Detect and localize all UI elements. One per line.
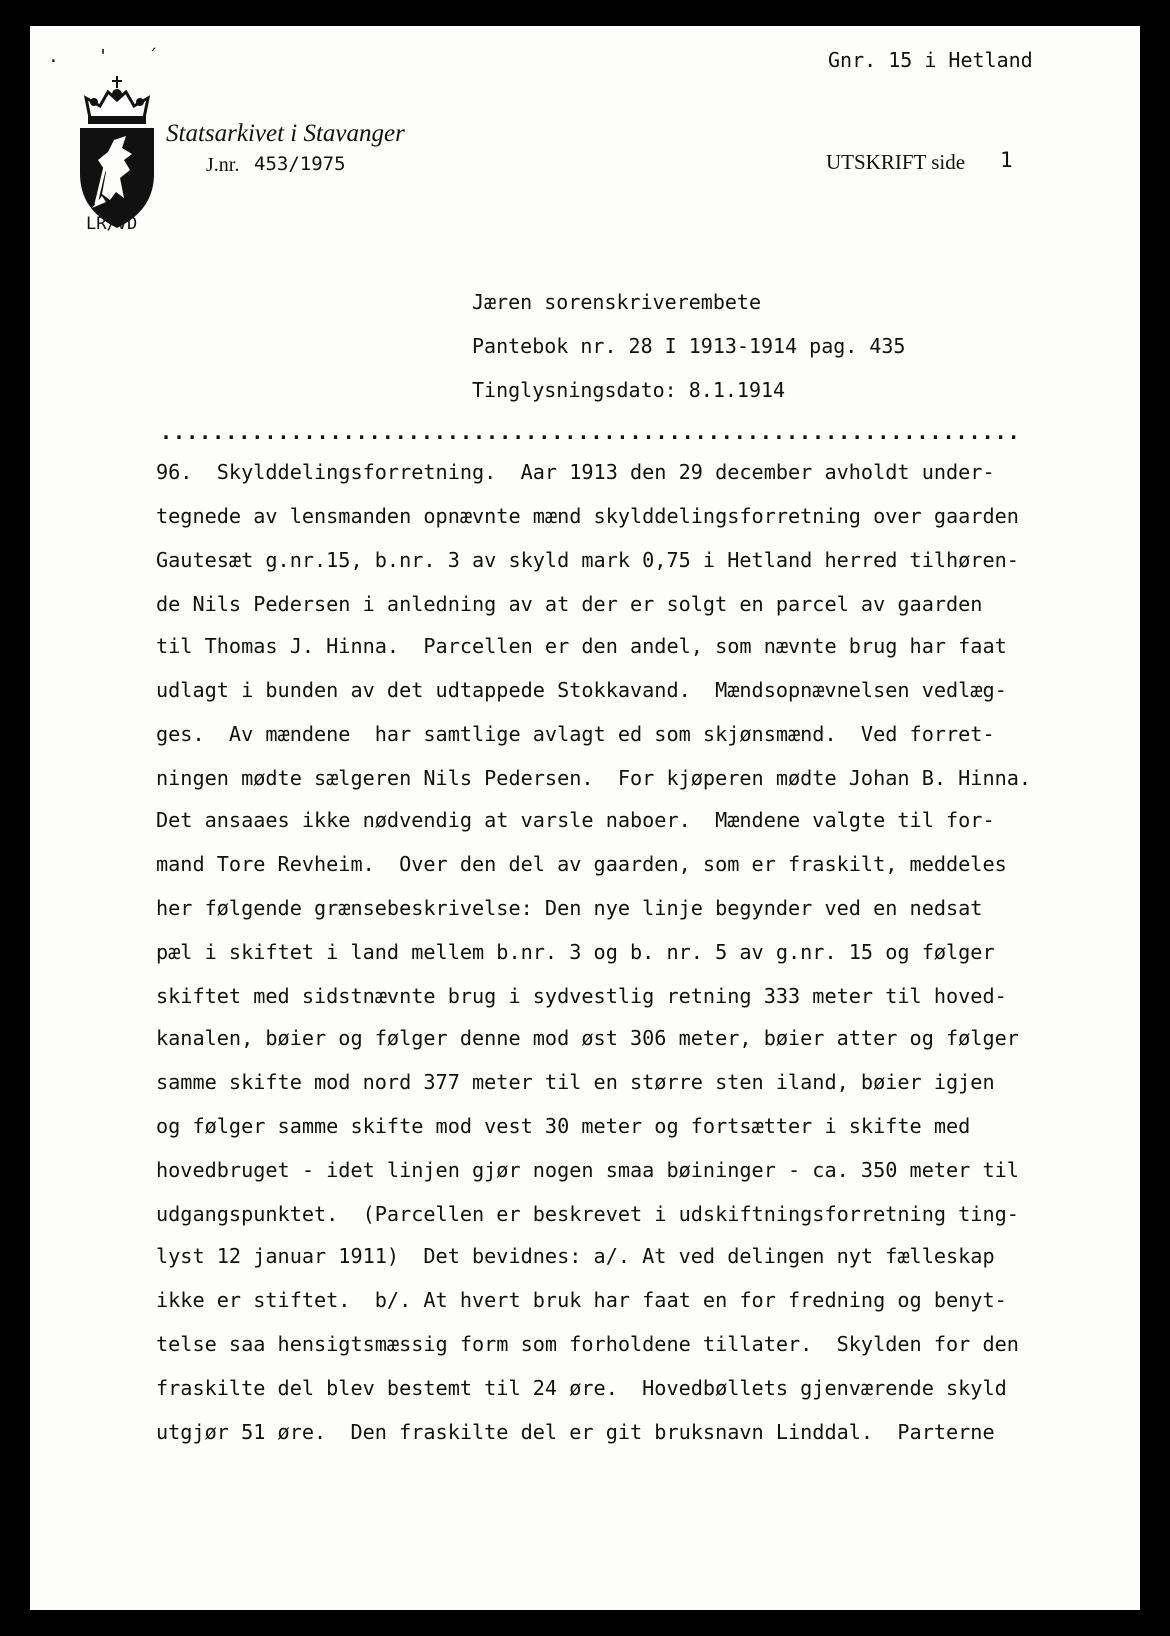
initials: LR/VD	[86, 214, 138, 234]
dotted-separator: ..................................................................	[160, 420, 1021, 444]
tinglysning-date: Tinglysningsdato: 8.1.1914	[472, 378, 786, 402]
body-line: ningen mødte sælgeren Nils Pedersen. For kjøperen mødte Johan B. Hinna.	[156, 766, 1032, 790]
utskrift-label: UTSKRIFT side	[826, 150, 966, 174]
body-line: mand Tore Revheim. Over den del av gaarden, som er fraskilt, meddeles	[156, 852, 1007, 876]
journal-number-label: J.nr.	[206, 154, 240, 176]
body-line: udlagt i bunden av det udtappede Stokkavand. Mændsopnævnelsen vedlæg-	[156, 678, 1007, 702]
body-line: utgjør 51 øre. Den fraskilte del er git bruksnavn Linddal. Parterne	[156, 1420, 995, 1444]
document-body	[30, 26, 1140, 1610]
journal-number: 453/1975	[254, 153, 346, 175]
body-line: udgangspunktet. (Parcellen er beskrevet i udskiftningsforretning ting-	[156, 1202, 1019, 1226]
body-line: pæl i skiftet i land mellem b.nr. 3 og b. nr. 5 av g.nr. 15 og følger	[156, 940, 995, 964]
body-line: skiftet med sidstnævnte brug i sydvestlig retning 333 meter til hoved-	[156, 984, 1007, 1008]
body-line: ikke er stiftet. b/. At hvert bruk har faat en for fredning og benyt-	[156, 1288, 1007, 1312]
body-line: de Nils Pedersen i anledning av at der er solgt en parcel av gaarden	[156, 592, 983, 616]
body-line: Det ansaaes ikke nødvendig at varsle naboer. Mændene valgte til for-	[156, 808, 995, 832]
body-line: tegnede av lensmanden opnævnte mænd skylddelingsforretning over gaarden	[156, 504, 1019, 528]
body-line: her følgende grænsebeskrivelse: Den nye linje begynder ved en nedsat	[156, 896, 983, 920]
body-line: hovedbruget - idet linjen gjør nogen smaa bøininger - ca. 350 meter til	[156, 1158, 1019, 1182]
body-line: telse saa hensigtsmæssig form som forholdene tillater. Skylden for den	[156, 1332, 1019, 1356]
institution-name: Statsarkivet i Stavanger	[166, 120, 405, 147]
pantebok-reference: Pantebok nr. 28 I 1913-1914 pag. 435	[472, 334, 906, 358]
body-line: fraskilte del blev bestemt til 24 øre. Hovedbøllets gjenværende skyld	[156, 1376, 1007, 1400]
body-line: Gautesæt g.nr.15, b.nr. 3 av skyld mark 0,75 i Hetland herred tilhøren-	[156, 548, 1019, 572]
margin-marks: . ' ´	[48, 46, 173, 67]
body-line: kanalen, bøier og følger denne mod øst 306 meter, bøier atter og følger	[156, 1026, 1019, 1050]
body-line: til Thomas J. Hinna. Parcellen er den andel, som nævnte brug har faat	[156, 634, 1007, 658]
document-page	[30, 26, 1140, 1610]
body-line: lyst 12 januar 1911) Det bevidnes: a/. At ved delingen nyt fælleskap	[156, 1244, 995, 1268]
body-line: 96. Skylddelingsforretning. Aar 1913 den 29 december avholdt under-	[156, 460, 995, 484]
body-line: samme skifte mod nord 377 meter til en større sten iland, bøier igjen	[156, 1070, 995, 1094]
page-number: 1	[1000, 148, 1013, 172]
body-line: ges. Av mændene har samtlige avlagt ed som skjønsmænd. Ved forret-	[156, 722, 995, 746]
office-name: Jæren sorenskriverembete	[472, 290, 761, 314]
gnr-reference: Gnr. 15 i Hetland	[828, 48, 1033, 72]
body-line: og følger samme skifte mod vest 30 meter og fortsætter i skifte med	[156, 1114, 971, 1138]
